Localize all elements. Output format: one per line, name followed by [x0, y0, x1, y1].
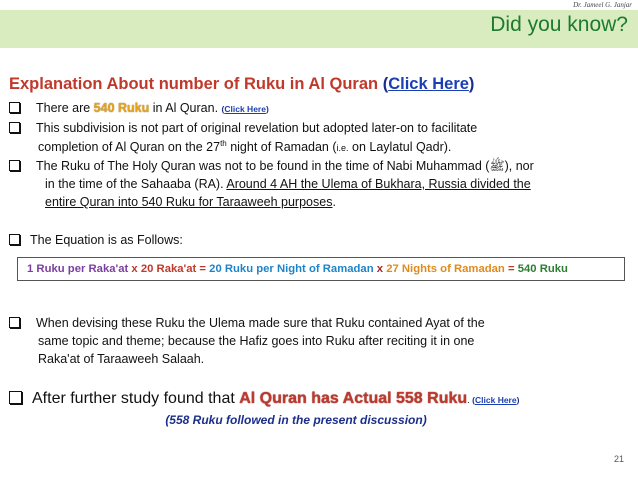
bullet3-line3b: . — [332, 195, 336, 209]
equation-part-1: 1 Ruku per Raka'at — [27, 263, 129, 275]
bullet1-pre: There are — [36, 101, 94, 115]
page-number: 21 — [613, 454, 624, 464]
bullet4-line3: Raka'at of Taraaweeh Salaah. — [38, 352, 205, 366]
heading-click-here-link[interactable]: Click Here — [388, 75, 469, 93]
bullet3-line1: The Ruku of The Holy Quran was not to be found in the time of Nabi Muhammad (ﷺ), nor — [36, 159, 534, 173]
bullet-558-ruku — [9, 390, 519, 408]
bullet2-line1: This subdivision is not part of original revelation but adopted later-on to facilitate — [36, 121, 478, 135]
equation-part-2: 20 Raka'at — [140, 263, 197, 275]
heading-text: Explanation About number of Ruku in Al Quran — [9, 75, 383, 93]
equation — [27, 263, 568, 275]
equation-times-1: x — [128, 263, 141, 275]
bullet-subdivision-line2 — [38, 139, 451, 154]
bullet5-click-here-link[interactable]: Click Here — [475, 395, 517, 405]
bullet1-paren-open: ( — [221, 104, 225, 114]
bullet2-ie: i.e. — [336, 143, 349, 154]
bullet5-paren-open: ( — [472, 395, 476, 405]
equation-part-3: 20 Ruku per Night of Ramadan — [209, 263, 374, 275]
equation-equals-2: = — [504, 263, 518, 275]
bullet3-line3a: entire Quran into 540 Ruku for Taraaweeh purposes — [45, 195, 333, 209]
section-heading — [9, 75, 474, 94]
equation-intro — [9, 233, 183, 247]
equation-times-2: x — [373, 263, 387, 275]
bullet3-line2b: Around 4 AH the Ulema of Bukhara, Russia divided the — [226, 177, 531, 191]
bullet-ruku-history-line1 — [9, 159, 534, 177]
heading-paren-open: ( — [382, 75, 389, 93]
bullet5-highlight: Al Quran has Actual 558 Ruku — [239, 390, 468, 407]
checkbox-bullet-icon — [9, 122, 20, 133]
bullet5-post: . — [467, 395, 473, 405]
bullet-ruku-history-line2 — [45, 177, 531, 191]
bullet1-post: in Al Quran. — [149, 101, 222, 115]
bullet5-pre: After further study found that — [32, 390, 240, 407]
bullet1-click-here-link[interactable]: Click Here — [224, 104, 266, 114]
bullet1-paren-close: ) — [265, 104, 269, 114]
bullet-ruku-history-line3 — [45, 195, 336, 209]
bullet-ulema-line1 — [9, 316, 485, 330]
bullet2-sup: th — [220, 139, 227, 148]
bullet-ulema-line2 — [38, 334, 474, 348]
checkbox-bullet-icon — [9, 317, 20, 328]
checkbox-bullet-icon — [9, 102, 20, 113]
bullet3-line2a: in the time of the Sahaaba (RA). — [45, 177, 227, 191]
bullet-ulema-line3 — [38, 352, 204, 366]
bullet4-line2: same topic and theme; because the Hafiz goes into Ruku after reciting it in one — [38, 334, 475, 348]
equation-equals-1: = — [196, 263, 210, 275]
author-credit: Dr. Jameel G. Janjar — [573, 1, 632, 9]
bullet5-paren-close: ) — [516, 395, 520, 405]
checkbox-bullet-icon — [9, 160, 20, 171]
bullet-subdivision-line1 — [9, 121, 477, 135]
equation-part-5: 540 Ruku — [517, 263, 568, 275]
bullet-540-ruku — [9, 101, 269, 115]
present-discussion-note — [0, 413, 638, 427]
note-text: (558 Ruku followed in the present discussion) — [165, 413, 427, 427]
bullet2-line2c: on Laylatul Qadr). — [348, 140, 452, 155]
slide-title: Did you know? — [490, 13, 628, 36]
checkbox-bullet-icon — [9, 234, 20, 245]
checkbox-bullet-icon — [9, 391, 22, 404]
bullet4-line1: When devising these Ruku the Ulema made sure that Ruku contained Ayat of the — [36, 316, 485, 330]
equation-part-4: 27 Nights of Ramadan — [386, 263, 505, 275]
bullet1-highlight: 540 Ruku — [93, 101, 150, 115]
equation-intro-text: The Equation is as Follows: — [30, 233, 183, 247]
heading-paren-close: ) — [468, 75, 475, 93]
bullet2-line2a: completion of Al Quran on the 27 — [38, 140, 221, 155]
bullet2-line2b: night of Ramadan ( — [226, 140, 337, 155]
